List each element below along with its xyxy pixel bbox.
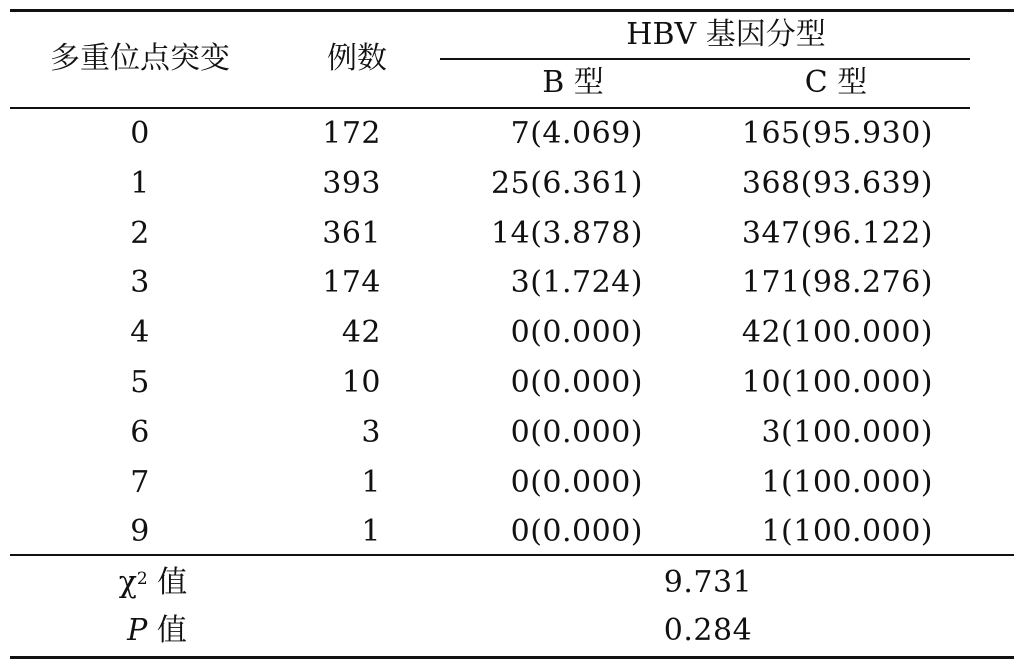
- cell-mutation: 1: [130, 166, 150, 201]
- cell-mutation: 3: [130, 265, 150, 300]
- header-count: 例数: [327, 41, 387, 76]
- cell-genotype-b: 25(6.361): [491, 166, 643, 201]
- cell-genotype-c: 165(95.930): [741, 116, 933, 151]
- cell-count: 393: [322, 166, 381, 201]
- cell-genotype-b: 0(0.000): [510, 465, 643, 500]
- chi-suffix: 值: [147, 565, 188, 600]
- cell-genotype-b: 14(3.878): [491, 216, 643, 251]
- p-label: [127, 614, 187, 648]
- cell-genotype-b: 0(0.000): [510, 365, 643, 400]
- cell-genotype-c: 1(100.000): [761, 514, 933, 549]
- genotype-group-rule: [440, 58, 970, 60]
- cell-mutation: 6: [130, 415, 150, 450]
- cell-genotype-c: 171(98.276): [741, 265, 933, 300]
- cell-genotype-b: 0(0.000): [510, 514, 643, 549]
- cell-count: 3: [361, 415, 381, 450]
- cell-genotype-b: 3(1.724): [510, 265, 643, 300]
- cell-count: 361: [322, 216, 381, 251]
- cell-count: 174: [322, 265, 381, 300]
- header-genotype-group: HBV 基因分型: [626, 17, 826, 52]
- cell-count: 1: [361, 465, 381, 500]
- cell-mutation: 9: [130, 514, 150, 549]
- cell-mutation: 5: [130, 365, 150, 400]
- table-top-rule: [10, 9, 1014, 12]
- body-bottom-rule: [10, 554, 1014, 556]
- cell-mutation: 4: [130, 315, 150, 350]
- cell-mutation: 2: [130, 216, 150, 251]
- cell-count: 172: [322, 116, 381, 151]
- cell-genotype-c: 347(96.122): [741, 216, 933, 251]
- cell-count: 10: [341, 365, 381, 400]
- cell-mutation: 7: [130, 465, 150, 500]
- cell-genotype-c: 3(100.000): [761, 415, 933, 450]
- cell-genotype-c: 42(100.000): [741, 315, 933, 350]
- p-symbol: P: [127, 613, 148, 648]
- cell-genotype-b: 0(0.000): [510, 415, 643, 450]
- header-bottom-rule: [10, 107, 970, 109]
- chi-symbol: χ: [118, 565, 137, 600]
- chi-square-label: [119, 566, 188, 600]
- cell-genotype-b: 0(0.000): [510, 315, 643, 350]
- header-genotype-c: C 型: [804, 65, 868, 100]
- cell-mutation: 0: [130, 116, 150, 151]
- cell-genotype-c: 10(100.000): [741, 365, 933, 400]
- table-bottom-rule: [10, 656, 1014, 659]
- cell-count: 42: [341, 315, 381, 350]
- p-suffix: 值: [147, 613, 187, 648]
- p-value: 0.284: [663, 613, 753, 648]
- header-genotype-b: B 型: [542, 65, 604, 100]
- cell-count: 1: [361, 514, 381, 549]
- cell-genotype-c: 1(100.000): [761, 465, 933, 500]
- chi-square-value: 9.731: [663, 565, 753, 600]
- header-mutation: 多重位点突变: [50, 41, 230, 76]
- cell-genotype-c: 368(93.639): [741, 166, 933, 201]
- chi-superscript: 2: [136, 569, 148, 589]
- cell-genotype-b: 7(4.069): [510, 116, 643, 151]
